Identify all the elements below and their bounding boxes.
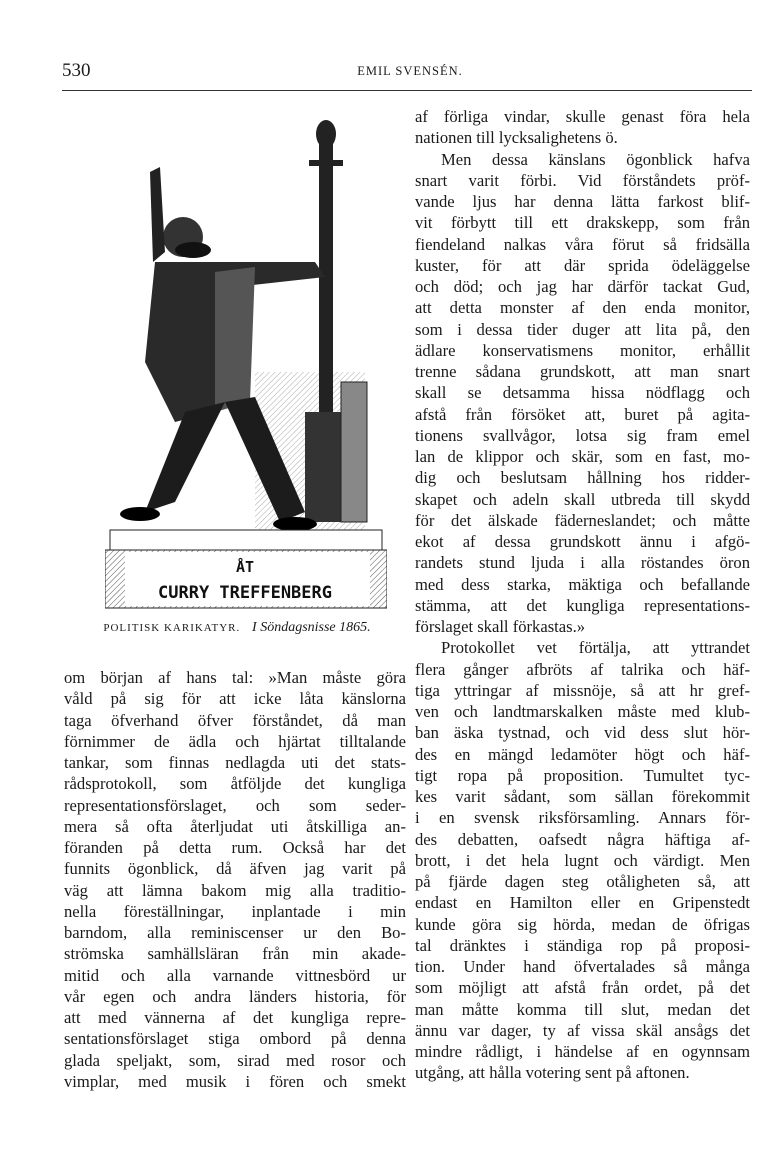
text-line: Men dessa känslans ögonblick hafva <box>441 149 750 169</box>
text-line: ekot af dessa grundskott ännu i afgö- <box>415 532 750 551</box>
right-column-text <box>415 106 750 1084</box>
text-line: mera så ofta återljudat uti åtskilliga an- <box>64 816 406 836</box>
text-line: vimplar, med musik i fören och smekt <box>64 1071 406 1091</box>
text-line: våld på sig för att icke låta känslorna <box>64 689 406 709</box>
text-line: tigt ropa på proposition. Tumultet tyc- <box>415 765 750 785</box>
text-line: ban äska tystnad, och vid dess slut hör- <box>415 723 750 743</box>
text-line: utgång, att hålla votering sent på aftonen. <box>415 1063 690 1083</box>
text-line: mindre rådligt, i händelse af en ogynnsam <box>415 1042 750 1061</box>
text-line: tionens svallvågor, lotsa sig fram emel <box>415 425 750 445</box>
text-line: stämma, att det kungliga representations- <box>415 595 750 615</box>
text-line: trenne sådana grundskott, att man snart <box>415 362 750 381</box>
text-line: kes varit sådant, som sällan förekommit <box>415 787 750 806</box>
text-line: ädlare konservatismens monitor, erhållit <box>415 340 750 360</box>
text-line: representationsförslaget, och som seder- <box>64 795 406 815</box>
text-line: Protokollet vet förtälja, att yttrandet <box>441 638 750 658</box>
text-line: nella föreställningar, inplantade i min <box>64 901 406 921</box>
text-line: glada speljakt, som, sirad med rosor och <box>64 1050 406 1070</box>
text-line: vår egen och andra länders historia, för <box>64 986 406 1006</box>
plinth-text-name: CURRY TREFFENBERG <box>158 583 332 603</box>
text-line: lan de klippor och skär, som en fast, mo- <box>415 447 750 466</box>
text-line: kunde göra sig hörda, medan de öfrigas <box>415 914 750 934</box>
caricature-drawing <box>105 112 387 612</box>
text-line: des en mängd ledamöter högt och häf- <box>415 744 750 764</box>
text-line: och död; och jag har därför tackat Gud, <box>415 277 750 296</box>
text-line: att med vännerna af det kungliga repre- <box>64 1008 406 1027</box>
caption-source: I Söndagsnisse 1865. <box>252 620 371 635</box>
text-line: af förliga vindar, skulle genast föra hela <box>415 107 750 126</box>
text-line: mitid och alla varnande vittnesbörd ur <box>64 965 406 985</box>
text-line: des debatten, oafsedt några häftiga af- <box>415 829 750 849</box>
text-line: sentationsförslaget stiga ombord på denna <box>64 1029 406 1049</box>
text-line: dig och beslutsam hållning hos ridder- <box>415 468 750 488</box>
text-line: skall se detsamma hissa nödflagg och <box>415 383 750 403</box>
text-line: med dess starka, mäktiga och befallande <box>415 574 750 594</box>
text-line: tion. Under hand öfvertalades så många <box>415 957 750 976</box>
text-line: fiendeland nalkas våra förut så fridsälla <box>415 234 750 254</box>
text-line: ven och landtmarskalken måste med klub- <box>415 702 750 721</box>
text-line: att detta monster af den enda monitor, <box>415 298 750 318</box>
plinth-text-at: ÅT <box>235 558 255 576</box>
running-title: EMIL SVENSÉN. <box>357 64 463 78</box>
text-line: endast en Hamilton eller en Gripenstedt <box>415 893 750 913</box>
text-line: vande ljus har denna lätta farkost blif- <box>415 192 750 211</box>
text-line: som i dessa tider duger att lita på, den <box>415 319 750 339</box>
text-line: taga öfverhand öfver förståndet, då man <box>64 710 406 730</box>
text-line: flera gånger afbröts af talrika och häf- <box>415 659 750 679</box>
text-line: skapet och adeln skall utbreda till skydd <box>415 489 750 509</box>
text-line: nationen till lycksalighetens ö. <box>415 128 618 148</box>
text-line: ännu var dager, ty af vissa skäl ansågs det <box>415 1020 750 1040</box>
header-rule <box>62 90 752 91</box>
text-line: man måtte komma till slut, medan det <box>415 999 750 1019</box>
text-line: brott, i det hela lugnt och värdigt. Men <box>415 850 750 870</box>
caption-label: POLITISK KARIKATYR. <box>103 622 241 634</box>
text-line: rådsprotokoll, som åtföljde det kungliga <box>64 774 406 794</box>
text-line: väg att lämna bakom mig alla traditio- <box>64 880 406 900</box>
text-line: vit förbytt till ett drakskepp, som från <box>415 213 750 233</box>
text-line: tal dränktes i ständiga rop på proposi- <box>415 935 750 955</box>
text-line: i en svensk riksförsamling. Annars för- <box>415 808 750 828</box>
left-column-text <box>64 667 406 1092</box>
text-line: strömska samhällsläran från min akade- <box>64 944 406 964</box>
text-line: förslaget skall förkastas.» <box>415 617 586 636</box>
text-line: föranden på detta rum. Också har det <box>64 838 406 857</box>
text-line: randets stund ljuda i alla röstandes öron <box>415 553 750 573</box>
illustration-caption <box>62 620 412 636</box>
text-line: för det älskade fäderneslandet; och måtte <box>415 510 750 530</box>
text-line: som möjligt att afstå från ordet, på det <box>415 978 750 998</box>
text-line: kuster, för att där sprida ödeläggelse <box>415 255 750 275</box>
page-number: 530 <box>62 60 91 81</box>
text-line: snart varit förbi. Vid förståndets pröf- <box>415 170 750 190</box>
text-line: på fjärde dagen steg otåligheten så, att <box>415 872 750 891</box>
text-line: tiga yttringar af missnöje, så att hr gref- <box>415 680 750 700</box>
text-line: förnimmer de ädla och hjärtat tilltalande <box>64 731 406 751</box>
text-line: funnits ögonblick, då äfven jag varit på <box>64 859 406 879</box>
text-line: barndom, alla reminiscenser ur den Bo- <box>64 923 406 942</box>
text-line: afstå från försöket att, buret på agita- <box>415 404 750 424</box>
caricature-illustration <box>105 112 387 612</box>
text-line: tankar, som finnas nedlagda uti det stats- <box>64 753 406 772</box>
text-line: om början af hans tal: »Man måste göra <box>64 668 406 687</box>
